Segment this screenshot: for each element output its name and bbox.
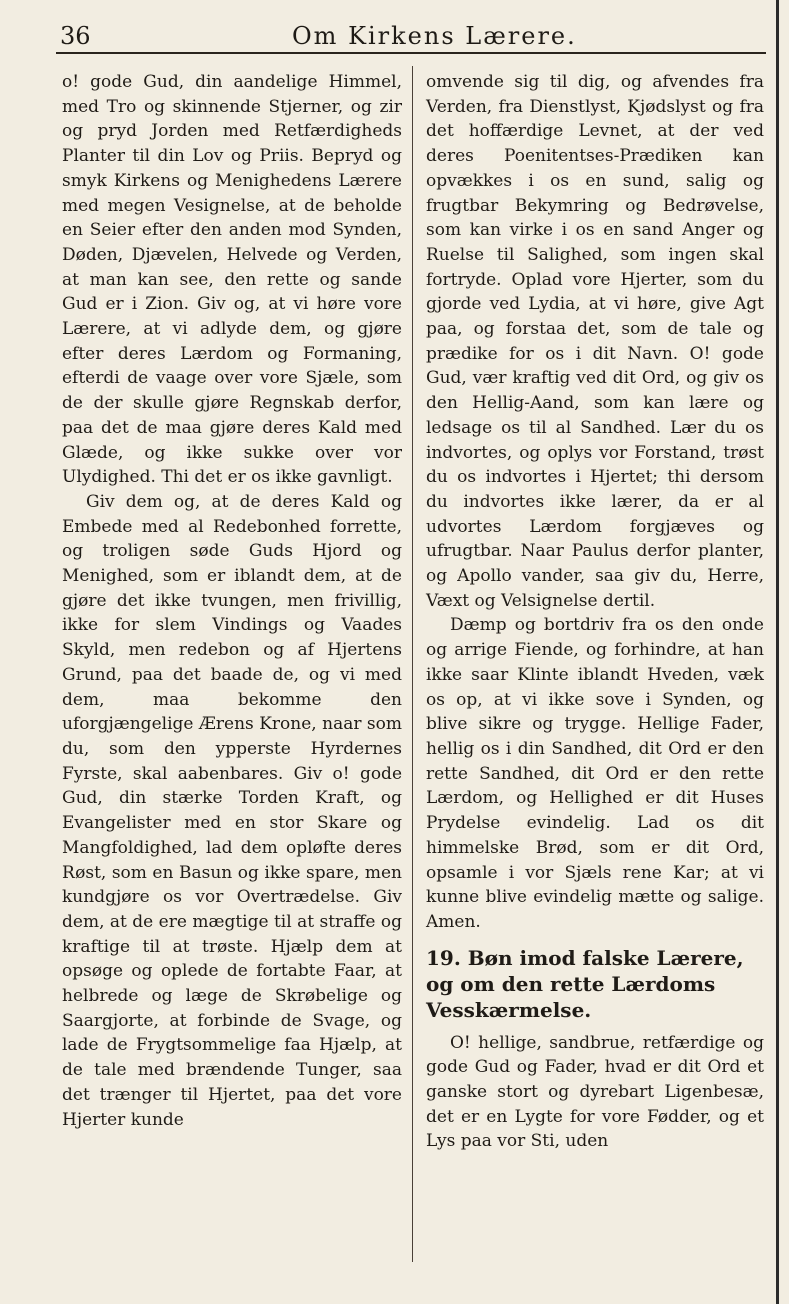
left-column [62, 70, 402, 1132]
paragraph: Giv dem og, at de deres Kald og Embede med al Redebonhed forrette, og troligen søde Guds Hjord og Menighed, som er iblandt dem, at de gjøre det ikke tvungen, men frivillig, ikke for slem Vindings og Vaades Skyld, men redebon og af Hjertens Grund, paa det baade de, og vi med dem, maa bekomme den uforgjængelige Ærens Krone, naar som du, som den ypperste Hyrdernes Fyrste, skal aabenbares. Giv o! gode Gud, din stærke Torden Kraft, og Evangelister med en stor Skare og Mangfoldighed, lad dem opløfte deres Røst, som en Basun og ikke spare, men kundgjøre os vor Overtrædelse. Giv dem, at de ere mægtige til at straffe og kraftige til at trøste. Hjælp dem at opsøge og oplede de fortabte Faar, at helbrede og læge de Skrøbelige og Saargjorte, at forbinde de Svage, og lade de Frygtsommelige faa Hjælp, at de tale med brændende Tunger, saa det trænger til Hjertet, paa det vore Hjerter kunde [62, 491, 402, 1130]
section-heading: 19. Bøn imod falske Lærere, og om den rette Lærdoms Vesskærmelse. [426, 945, 744, 1022]
paragraph: O! hellige, sandbrue, retfærdige og gode Gud og Fader, hvad er dit Ord et ganske stort og dyrebart Ligenbesæ, det er en Lygte for vore Fødder, og et Lys paa vor Sti, uden [426, 1032, 764, 1152]
running-title: Om Kirkens Lærere. [292, 22, 577, 50]
header-rule [56, 52, 766, 54]
page-header [0, 0, 789, 56]
paragraph: o! gode Gud, din aandelige Himmel, med Tro og skinnende Stjerner, og zir og pryd Jorden med Retfærdigheds Planter til din Lov og Priis. Bepryd og smyk Kirkens og Menighedens Lærere med megen Vesignelse, at de beholde en Seier efter den anden mod Synden, Døden, Djævelen, Helvede og Verden, at man kan see, den rette og sande Gud er i Zion. Giv og, at vi høre vore Lærere, at vi adlyde dem, og gjøre efter deres Lærdom og Formaning, efterdi de vaage over vore Sjæle, som de der skulle gjøre Regnskab derfor, paa det de maa gjøre deres Kald med Glæde, og ikke sukke over vor Ulydighed. Thi det er os ikke gavnligt. [62, 72, 402, 488]
page-edge [776, 0, 779, 1304]
column-divider [412, 66, 413, 1262]
paragraph: omvende sig til dig, og afvendes fra Verden, fra Dienstlyst, Kjødslyst og fra det hoffærdige Levnet, at der ved deres Poenitentses-Prædiken kan opvækkes i os en sund, salig og frugtbar Bekymring og Bedrøvelse, som kan virke i os en sand Anger og Ruelse til Salighed, som ingen skal fortryde. Oplad vore Hjerter, som du gjorde ved Lydia, at vi høre, give Agt paa, og forstaa det, som de tale og prædike for os i dit Navn. O! gode Gud, vær kraftig ved dit Ord, og giv os den Hellig-Aand, som kan lære og ledsage os til al Sandhed. Lær du os indvortes, og oplys vor Forstand, trøst du os indvortes i Hjertet; thi dersom du indvortes ikke lærer, da er al udvortes Lærdom forgjæves og ufrugtbar. Naar Paulus derfor planter, og Apollo vander, saa giv du, Herre, Væxt og Velsignelse dertil. [426, 72, 764, 611]
right-column [426, 70, 764, 1154]
page-number: 36 [60, 22, 91, 50]
paragraph: Dæmp og bortdriv fra os den onde og arrige Fiende, og forhindre, at han ikke saar Klinte iblandt Hveden, væk os op, at vi ikke sove i Synden, og blive sikre og trygge. Hellige Fader, hellig os i din Sandhed, dit Ord er den rette Sandhed, dit Ord er den rette Lærdom, og Hellighed er dit Huses Prydelse evindelig. Lad os dit himmelske Brød, som er dit Ord, opsamle i vor Sjæls rene Kar; at vi kunne blive evindelig mætte og salige. Amen. [426, 615, 764, 932]
